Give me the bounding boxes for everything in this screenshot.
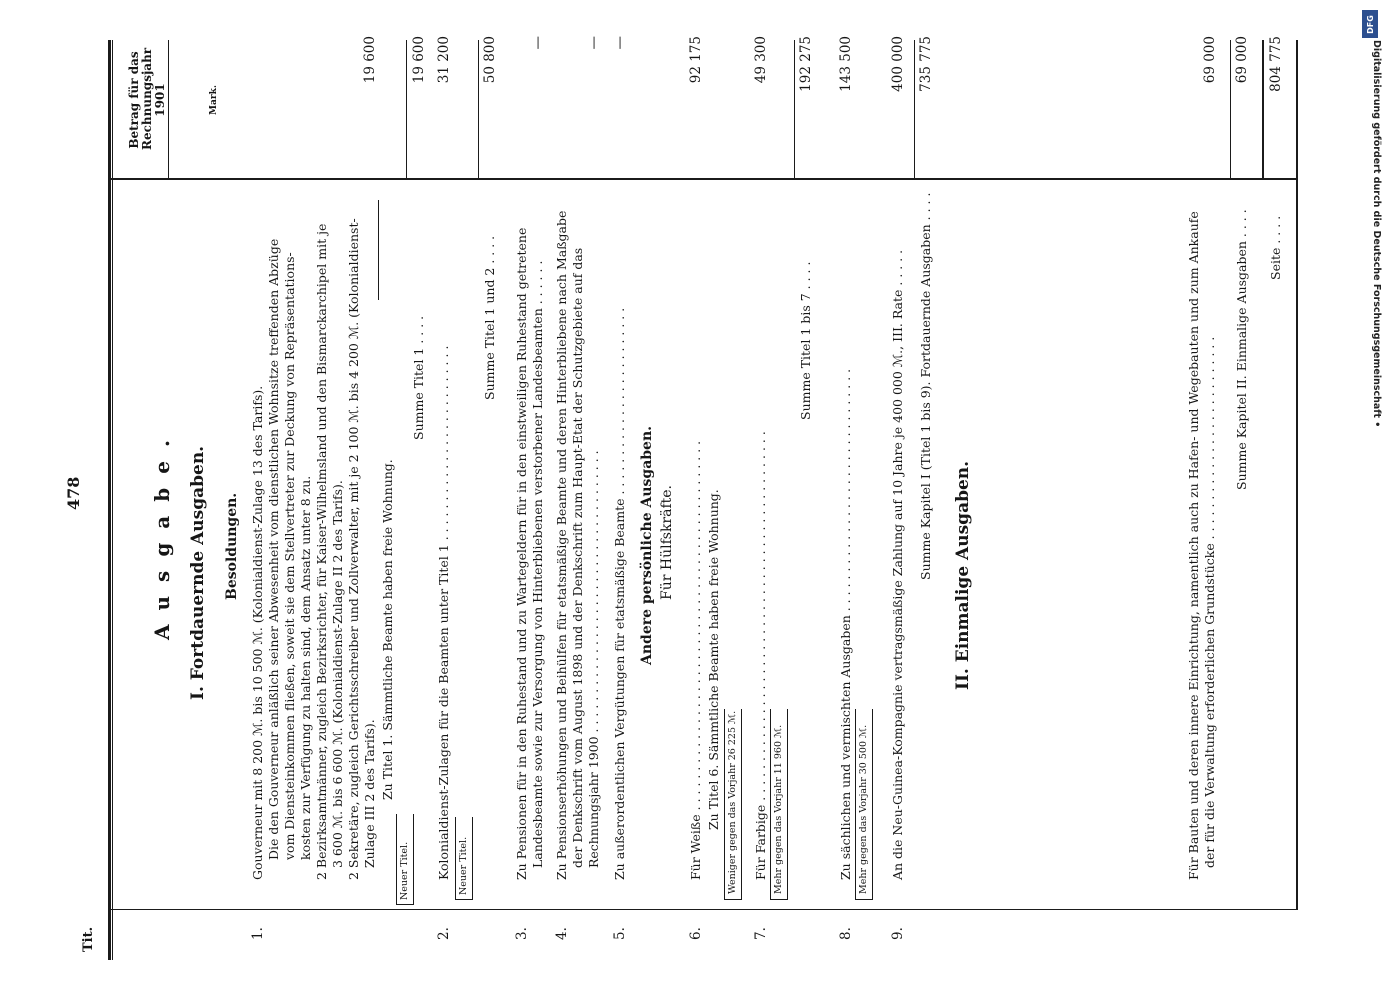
seite-amount: 804 775: [1268, 36, 1284, 92]
amount-header-rule: [168, 40, 169, 180]
title-3-line-1: Zu Pensionen für in den Ruhestand und zu Wartegeldern für in den einstweiligen Ruhestand getretene: [514, 227, 529, 880]
section-heading-fortdauernd: I. Fortdauernde Ausgaben.: [188, 445, 208, 700]
title-9-amount: 400 000: [890, 36, 906, 92]
column-header-tit: Tit.: [81, 926, 96, 952]
new-title-label: Neuer Titel.: [458, 836, 469, 895]
title-7-line-1: Für Farbige . . . . . . . . . . . . . . . . . . . . . . . . . . . . . . . . . . . . . . . . . . . . . . .: [753, 431, 768, 880]
title-1-line-2: Die den Gouverneur anläßlich seiner Abwesenheit vom dienstlichen Wohnsitze treffenden Abzüge: [266, 238, 281, 860]
summe-kapitel-2-amount: 69 000: [1234, 36, 1250, 84]
title-1-line-1: Gouverneur mit 8 200 ℳ. bis 10 500 ℳ. (Kolonialdienst-Zulage 13 des Tarifs).: [250, 385, 265, 880]
new-title-label: Neuer Titel.: [399, 841, 410, 900]
title-6-amount: 92 175: [688, 36, 704, 84]
title-number: 5.: [612, 927, 628, 940]
summe-rule: [478, 40, 479, 180]
title-5-line-1: Zu außerordentlichen Vergütungen für etatsmäßige Beamte . . . . . . . . . . . . . . . . . . . . . . . .: [612, 307, 627, 880]
title-1-line-4: kosten zur Verfügung zu halten sind, dem Ansatz unter 8 zu.: [298, 475, 313, 860]
title-number: 1.: [250, 927, 266, 940]
title-1-line-6: 3 600 ℳ. bis 6 600 ℳ. (Kolonialdienst-Zulage II 2 des Tarifs).: [330, 480, 345, 868]
einmalig-amount: 69 000: [1202, 36, 1218, 84]
summe-kapitel-2: Summe Kapitel II. Einmalige Ausgaben . . . .: [1234, 209, 1249, 490]
title-1-amount: 19 600: [362, 36, 378, 84]
title-1-line-7: 2 Sekretäre, zugleich Gerichtsschreiber und Zollverwalter, mit je 2 100 ℳ. bis 4 200 ℳ. (Kolonialdienst-: [346, 218, 361, 880]
title-8-line-1: Zu sächlichen und vermischten Ausgaben . . . . . . . . . . . . . . . . . . . . . . . . . . . . . . .: [838, 368, 853, 880]
summe-kapitel-1-amount: 735 775: [918, 36, 934, 92]
subtotal-rule: [378, 200, 379, 300]
seite-label: Seite . . . .: [1268, 215, 1283, 280]
summe-titel-1-2: Summe Titel 1 und 2 . . . .: [482, 235, 497, 400]
title-5-amount: —: [612, 36, 628, 50]
title-3-amount: —: [530, 36, 546, 50]
amount-column-divider: [111, 179, 1298, 181]
summe-titel-1-amount: 19 600: [411, 36, 427, 84]
title-7-amount: 49 300: [753, 36, 769, 84]
seite-rule: [1262, 40, 1264, 180]
title-4-line-1: Zu Pensionserhöhungen und Beihülfen für etatsmäßige Beamte und deren Hinterbliebene nach Maßgabe: [554, 210, 569, 880]
title-4-amount: —: [586, 36, 602, 50]
title-9-line-1: An die Neu-Guinea-Kompagnie vertragsmäßige Zahlung auf 10 Jahre je 400 000 ℳ., III. Rate . . . . .: [890, 249, 905, 880]
title-1-line-8: Zulage III 2 des Tarifs).: [362, 719, 377, 868]
change-note-label: Weniger gegen das Vorjahr 26 225 ℳ.: [727, 710, 738, 894]
footer-rule: [1296, 40, 1298, 910]
summe-rule: [1230, 40, 1231, 180]
einmalig-line-1: Für Bauten und deren innere Einrichtung, namentlich auch zu Hafen- und Wegebauten und zum Ankaufe: [1186, 211, 1201, 880]
title-number: 6.: [688, 927, 704, 940]
summe-kapitel-1: Summe Kapitel I (Titel 1 bis 9). Fortdauernde Ausgaben . . . .: [918, 192, 933, 580]
title-number: 2.: [436, 927, 452, 940]
title-number: 4.: [554, 927, 570, 940]
title-4-line-2: der Denkschrift vom August 1898 und der Denkschrift zum Haupt-Etat der Schutzgebiete auf das: [570, 247, 585, 868]
summe-titel-1-7: Summe Titel 1 bis 7 . . . .: [798, 261, 813, 420]
page-title: Ausgabe.: [150, 426, 174, 640]
title-4-line-3: Rechnungsjahr 1900 . . . . . . . . . . . . . . . . . . . . . . . . . . . . . . . . . . . .: [586, 450, 601, 868]
subheading-besoldungen: Besoldungen.: [224, 492, 240, 600]
summe-rule: [794, 40, 795, 180]
title-1-line-3: vom Diensteinkommen fließen, soweit sie dem Stellvertreter zur Deckung von Repräsentations-: [282, 252, 297, 860]
title-6-line-1: Für Weiße . . . . . . . . . . . . . . . . . . . . . . . . . . . . . . . . . . . . . . . . . . . . . . .: [688, 440, 703, 880]
summe-rule: [406, 40, 407, 180]
einmalig-line-2: der für die Verwaltung erforderlichen Grundstücke . . . . . . . . . . . . . . . . . . . . . . . . . .: [1202, 336, 1217, 868]
title-3-line-2: Landesbeamte sowie zur Versorgung von Hinterbliebenen verstorbener Landesbeamten . . . . . .: [530, 260, 545, 868]
column-header-betrag: Betrag für das Rechnungsjahr 1901: [127, 47, 167, 150]
summe-titel-1-7-amount: 192 275: [798, 36, 814, 92]
subheading-andere: Andere persönliche Ausgaben.: [639, 425, 655, 665]
dfg-logo: DFG: [1362, 10, 1378, 38]
title-6-note: Zu Titel 6. Sämmtliche Beamte haben freie Wohnung.: [706, 489, 721, 830]
column-header-mark: Mark.: [209, 85, 219, 115]
digitization-credit: Digitalisierung gefördert durch die Deutsche Forschungsgemeinschaft •: [1371, 40, 1382, 428]
title-1-line-5: 2 Bezirksamtmänner, zugleich Bezirksrichter, für Kaiser-Wilhelmsland und den Bismarckarchipel mit je: [314, 223, 329, 880]
title-number: 3.: [514, 927, 530, 940]
change-note-label: Mehr gegen das Vorjahr 30 500 ℳ.: [858, 724, 869, 894]
summe-titel-1-2-amount: 50 800: [482, 36, 498, 84]
title-number: 8.: [838, 927, 854, 940]
title-8-amount: 143 500: [838, 36, 854, 92]
title-number: 7.: [753, 927, 769, 940]
title-2-line-1: Kolonialdienst-Zulagen für die Beamten unter Titel 1 . . . . . . . . . . . . . . . . . . . . . . . . .: [436, 345, 451, 880]
title-number: 9.: [890, 927, 906, 940]
summe-rule: [914, 40, 915, 180]
section-heading-einmalig: II. Einmalige Ausgaben.: [953, 460, 973, 690]
summe-titel-1: Summe Titel 1 . . . .: [411, 315, 426, 440]
page-number: 478: [64, 476, 83, 510]
change-note-label: Mehr gegen das Vorjahr 11 960 ℳ.: [773, 724, 784, 894]
subheading-huelfskraefte: Für Hülfskräfte.: [659, 484, 675, 600]
title-1-note: Zu Titel 1. Sämmtliche Beamte haben freie Wohnung.: [380, 459, 395, 800]
tit-column-divider: [111, 909, 1298, 910]
title-2-amount: 31 200: [436, 36, 452, 84]
